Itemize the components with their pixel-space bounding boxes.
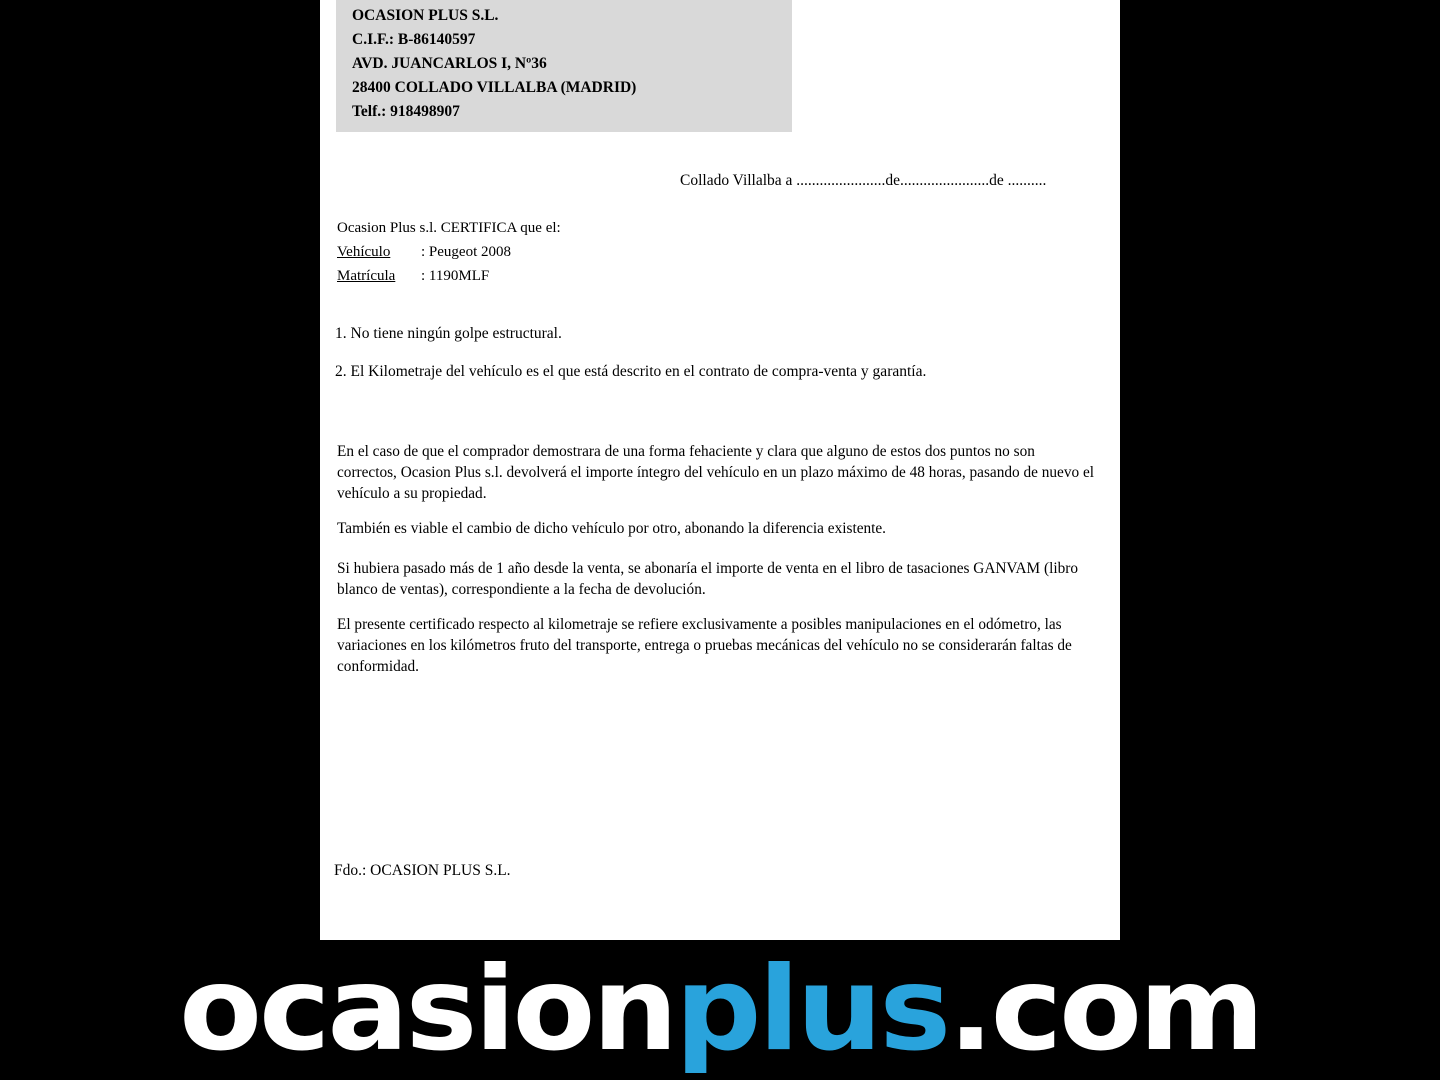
logo-part-ocasion: ocasion [178,942,675,1077]
certification-block [337,216,561,288]
paragraph-odometer: El presente certificado respecto al kilometraje se refiere exclusivamente a posibles manipulaciones en el odómetro, las variaciones en los kilómetros fruto del transporte, entrega o pruebas mecánicas del vehículo no se considerarán faltas de conformidad. [337,616,1072,675]
paragraph-refund: En el caso de que el comprador demostrara de una forma fehaciente y clara que alguno de estos dos puntos no son correctos, Ocasion Plus s.l. devolverá el importe íntegro del vehículo en un plazo máximo de 48 horas, pasando de nuevo el vehículo a su propiedad. [337,443,1094,502]
vehicle-value: : Peugeot 2008 [421,244,511,260]
company-phone: Telf.: 918498907 [352,103,460,120]
company-header-block [336,0,792,132]
statement-mileage: 2. El Kilometraje del vehículo es el que está descrito en el contrato de compra-venta y garantía. [335,363,927,380]
company-city: 28400 COLLADO VILLALBA (MADRID) [352,79,637,96]
company-name: OCASION PLUS S.L. [352,7,499,24]
company-address: AVD. JUANCARLOS I, Nº36 [352,55,547,72]
place-and-date: Collado Villalba a .......................de.......................de .......... [680,172,1047,189]
document-page [320,0,1120,940]
vehicle-label: Vehículo [337,244,391,260]
company-cif: C.I.F.: B-86140597 [352,31,476,48]
ocasionplus-logo [178,942,1262,1077]
paragraph-exchange: También es viable el cambio de dicho vehículo por otro, abonando la diferencia existente. [337,520,886,537]
plate-row [337,264,561,288]
logo-part-plus: plus [674,942,948,1077]
logo-part-com: .com [947,942,1262,1077]
plate-label: Matrícula [337,268,396,284]
plate-value: : 1190MLF [421,268,490,284]
brand-footer [0,940,1440,1080]
signature-line: Fdo.: OCASION PLUS S.L. [334,862,511,879]
paragraph-ganvam: Si hubiera pasado más de 1 año desde la venta, se abonaría el importe de venta en el libro de tasaciones GANVAM (libro blanco de ventas), correspondiente a la fecha de devolución. [337,560,1078,598]
vehicle-row [337,240,561,264]
certifies-intro: Ocasion Plus s.l. CERTIFICA que el: [337,220,561,236]
statement-structural: 1. No tiene ningún golpe estructural. [335,325,562,342]
